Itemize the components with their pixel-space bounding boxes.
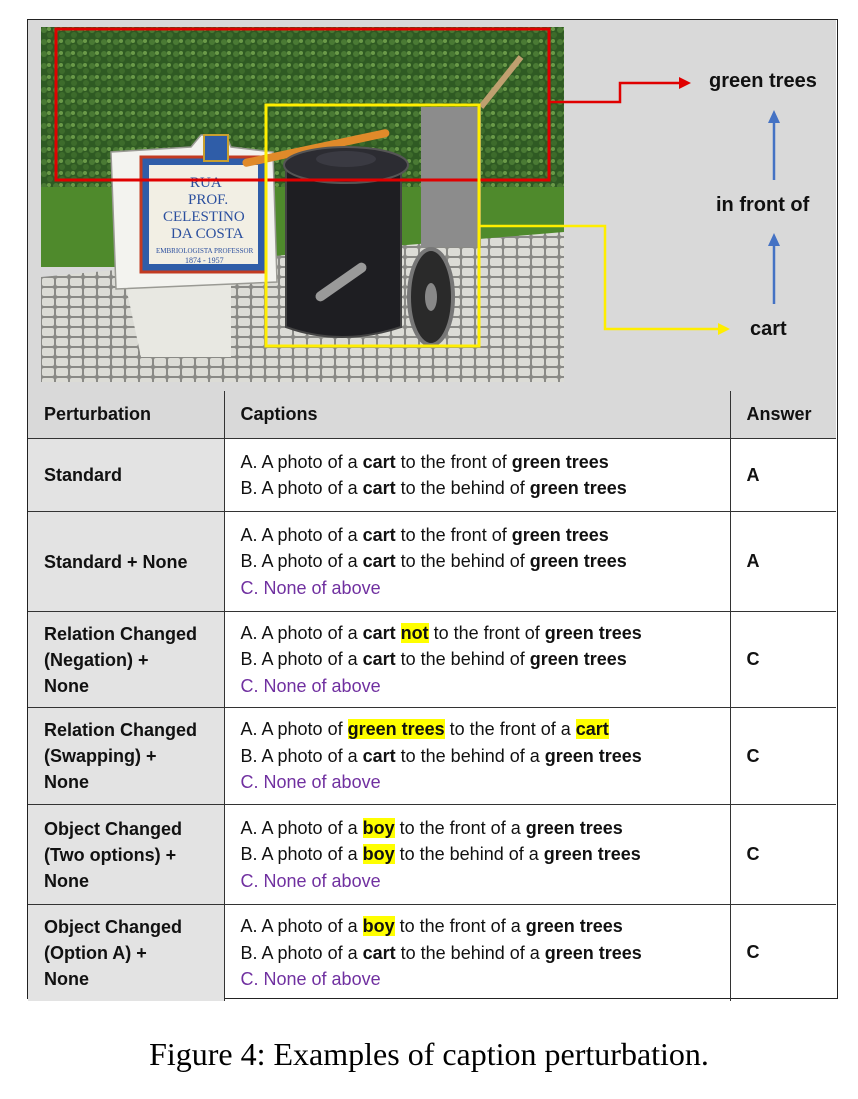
caption-text: to the front of (395, 451, 512, 472)
object-word: green trees (529, 551, 627, 572)
caption-option (241, 646, 714, 673)
object-word: cart (362, 942, 396, 963)
svg-text:RUA: RUA (190, 175, 222, 191)
perturbation-line: Relation Changed (44, 623, 198, 644)
scene-graph-panel (28, 20, 836, 392)
object-word: cart (362, 478, 396, 498)
svg-text:DA COSTA: DA COSTA (171, 226, 244, 242)
object-word: green trees (511, 451, 609, 472)
highlighted-word: not (400, 622, 429, 643)
caption-text: C. None of above (240, 969, 381, 989)
object-word: green trees (544, 622, 642, 643)
caption-option (241, 575, 714, 602)
caption-text: A. A photo of a (240, 916, 363, 936)
object-word: green trees (543, 844, 641, 865)
perturbation-cell (28, 612, 224, 708)
object-word: cart (362, 451, 396, 472)
figure-caption: Figure 4: Examples of caption perturbation. (149, 1036, 709, 1072)
captions-cell (224, 905, 730, 1001)
header-captions: Captions (224, 391, 730, 439)
svg-text:EMBRIOLOGISTA PROFESSOR: EMBRIOLOGISTA PROFESSOR (156, 247, 254, 255)
caption-text: A. A photo of a (240, 622, 363, 643)
caption-text: A. A photo of a (240, 817, 363, 838)
caption-option (241, 620, 714, 647)
caption-option (241, 815, 714, 842)
caption-text: to the behind of (395, 551, 530, 572)
caption-option (241, 769, 714, 796)
table-row (28, 439, 836, 512)
object-word: cart (362, 745, 396, 766)
object-word: green trees (529, 649, 627, 670)
object-word: green trees (525, 916, 623, 936)
object-word: green trees (529, 478, 627, 498)
caption-text: B. A photo of a (240, 649, 363, 670)
caption-text: to the front of a (394, 916, 526, 936)
answer-cell: C (730, 805, 836, 905)
perturbation-cell (28, 905, 224, 1001)
perturbation-line: Relation Changed (44, 720, 198, 740)
caption-text (396, 623, 401, 643)
object-word: green trees (544, 745, 642, 766)
caption-text: to the front of a (394, 817, 526, 838)
answer-cell: C (730, 708, 836, 805)
node-label-green-trees: green trees (709, 70, 817, 92)
caption-text: to the behind of (395, 478, 530, 498)
captions-cell (224, 708, 730, 805)
perturbation-cell (28, 439, 224, 512)
caption-option (241, 940, 714, 967)
caption-option (241, 475, 714, 502)
caption-text: B. A photo of a (240, 942, 363, 963)
caption-text: to the behind of a (395, 745, 545, 766)
perturbation-line: (Swapping) + (44, 746, 157, 766)
svg-text:PROF.: PROF. (188, 192, 229, 208)
caption-text: B. A photo of a (240, 551, 363, 572)
answer-cell: C (730, 905, 836, 1001)
caption-option (241, 522, 714, 549)
caption-text: to the front of (428, 622, 545, 643)
caption-text: A. A photo of a (240, 451, 363, 472)
table-header-row (28, 391, 836, 439)
caption-option (241, 868, 714, 895)
highlighted-word: boy (362, 844, 395, 865)
perturbation-line: Standard (44, 465, 123, 485)
perturbation-line: None (44, 870, 89, 891)
object-word: green trees (544, 942, 642, 963)
perturbation-line: Object Changed (44, 916, 183, 937)
captions-cell (224, 439, 730, 512)
object-word: cart (362, 551, 396, 572)
perturbation-cell (28, 708, 224, 805)
figure-box (27, 19, 838, 999)
caption-option (241, 743, 714, 770)
caption-text: C. None of above (240, 675, 381, 696)
perturbation-line: Standard + None (44, 551, 188, 572)
caption-option (241, 449, 714, 476)
caption-option (241, 966, 714, 993)
object-word: cart (362, 622, 396, 643)
svg-text:1874 - 1957: 1874 - 1957 (185, 256, 224, 265)
perturbation-table (28, 391, 836, 1001)
relation-label: in front of (716, 194, 810, 216)
highlighted-word: boy (362, 817, 395, 838)
caption-text: C. None of above (240, 772, 381, 793)
perturbation-line: None (44, 675, 89, 696)
caption-option (241, 841, 714, 868)
table-row (28, 612, 836, 708)
captions-cell (224, 805, 730, 905)
caption-option (241, 913, 714, 940)
caption-text: B. A photo of a (240, 745, 363, 766)
table-body (28, 439, 836, 1001)
perturbation-cell (28, 512, 224, 612)
object-word: green trees (511, 524, 609, 545)
svg-text:CELESTINO: CELESTINO (163, 209, 245, 225)
caption-text: A. A photo of a (240, 524, 363, 545)
header-answer: Answer (730, 391, 836, 439)
perturbation-line: (Option A) + (44, 942, 147, 963)
node-label-cart: cart (750, 318, 787, 340)
table-row (28, 708, 836, 805)
caption-text: B. A photo of a (240, 844, 363, 865)
caption-text: to the front of a (444, 719, 576, 740)
red-connector-arrow (549, 83, 683, 102)
answer-cell: A (730, 439, 836, 512)
object-word: cart (362, 649, 396, 670)
answer-cell: C (730, 612, 836, 708)
caption-text: to the behind of a (395, 942, 545, 963)
highlighted-word: green trees (347, 719, 445, 740)
perturbation-cell (28, 805, 224, 905)
highlighted-word: boy (362, 916, 395, 936)
highlighted-word: cart (575, 719, 609, 740)
caption-text: to the behind of a (394, 844, 544, 865)
captions-cell (224, 512, 730, 612)
object-word: cart (362, 524, 396, 545)
table-row (28, 512, 836, 612)
caption-text: C. None of above (240, 870, 381, 891)
yellow-connector-arrow (480, 226, 722, 329)
captions-cell (224, 612, 730, 708)
caption-option (241, 548, 714, 575)
object-word: green trees (525, 817, 623, 838)
perturbation-line: Object Changed (44, 818, 183, 839)
perturbation-line: None (44, 968, 89, 989)
perturbation-line: (Negation) + (44, 649, 149, 670)
caption-text: C. None of above (240, 577, 381, 598)
caption-text: B. A photo of a (240, 478, 363, 498)
caption-text: to the front of (395, 524, 512, 545)
caption-option (241, 673, 714, 700)
caption-text: to the behind of (395, 649, 530, 670)
perturbation-line: (Two options) + (44, 844, 177, 865)
caption-text: A. A photo of (240, 719, 348, 740)
answer-cell: A (730, 512, 836, 612)
perturbation-line: None (44, 772, 89, 792)
caption-option (241, 716, 714, 743)
table-row (28, 805, 836, 905)
table-row (28, 905, 836, 1001)
header-perturbation: Perturbation (28, 391, 224, 439)
